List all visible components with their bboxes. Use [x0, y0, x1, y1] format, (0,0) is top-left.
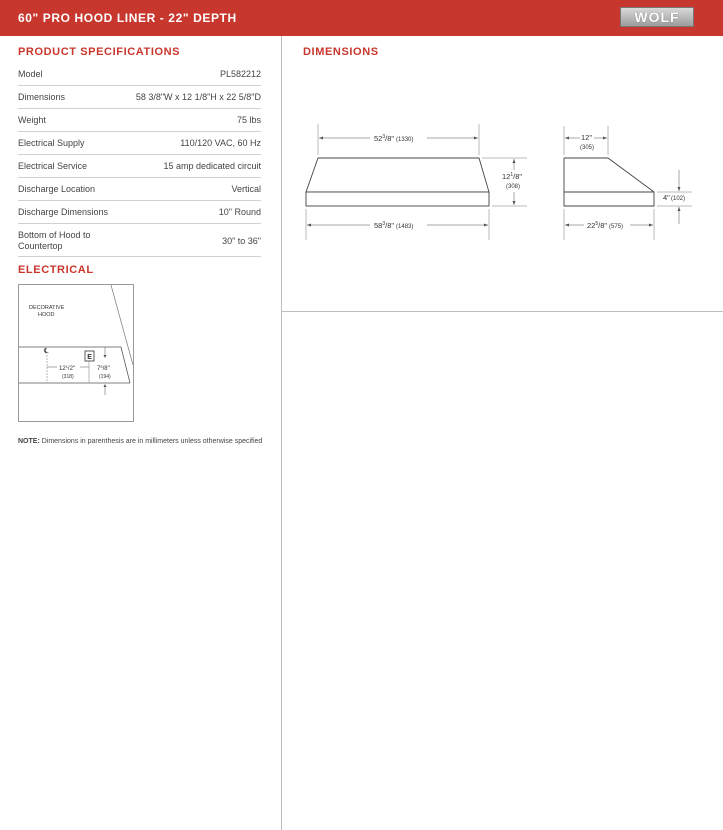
spec-label: Dimensions — [18, 92, 66, 102]
spec-value: 30" to 36" — [222, 236, 261, 246]
spec-label: Discharge Dimensions — [18, 207, 109, 217]
side-height-label: 4" — [663, 193, 670, 202]
spec-row-electrical-service — [18, 155, 261, 178]
spec-row-dimensions — [18, 86, 261, 109]
spec-row-model — [18, 63, 261, 86]
decorative-hood-label-2: HOOD — [38, 312, 55, 318]
spec-label: Bottom of Hood to Countertop — [18, 230, 91, 251]
spec-row-electrical-supply — [18, 132, 261, 155]
front-height-arrow-top — [513, 159, 516, 163]
dimension-drawings — [282, 110, 723, 250]
front-upper-body — [306, 158, 489, 192]
decorative-hood-label: DECORATIVE — [29, 305, 65, 311]
header-bar — [0, 0, 723, 36]
front-height-label: $12^1/8$" — [502, 172, 523, 181]
dim-b-mm: (194) — [99, 374, 111, 380]
front-height-arrow-bottom — [513, 201, 516, 205]
dim-b-arrow-bottom — [104, 384, 107, 387]
front-view — [306, 124, 527, 240]
dim-a-label: $12^1/2$" — [59, 364, 76, 372]
spec-value: PL582212 — [219, 69, 261, 79]
spec-value: 15 amp dedicated circuit — [163, 161, 261, 171]
spec-value: 75 lbs — [236, 115, 261, 125]
spec-row-bottom-to-countertop — [18, 224, 261, 257]
front-height-mm: (308) — [506, 184, 521, 190]
section-divider — [282, 311, 723, 312]
side-height-arrow-top — [678, 187, 681, 191]
spec-value: Vertical — [231, 184, 261, 194]
front-bottom-arrow-left — [307, 224, 311, 227]
front-bottom-arrow-right — [484, 224, 488, 227]
side-top-depth-mm: (305) — [580, 145, 595, 151]
side-height-arrow-bottom — [678, 207, 681, 211]
side-top-depth-label: 12" — [581, 133, 593, 142]
front-top-width-label: $52^3/8$" (1330) — [374, 134, 414, 143]
spec-label: Electrical Supply — [18, 138, 85, 148]
electrical-title: ELECTRICAL — [18, 264, 94, 276]
dim-b-label: $7^5/8$" — [97, 364, 110, 372]
note-text: Dimensions in parenthesis are in millimeters unless otherwise specified — [39, 438, 263, 445]
side-body — [564, 158, 654, 206]
side-top-arrow-right — [603, 137, 607, 140]
dim-b-arrow-top — [104, 355, 107, 358]
note — [18, 437, 263, 446]
front-top-arrow-right — [474, 137, 478, 140]
spec-label: Model — [18, 69, 43, 79]
spec-table — [18, 63, 261, 257]
side-view — [564, 126, 692, 240]
spec-row-weight — [18, 109, 261, 132]
front-bottom-width-label: $58^3/8$" (1483) — [374, 221, 414, 230]
spec-label: Electrical Service — [18, 161, 88, 171]
e-marker: E — [87, 354, 92, 361]
spec-label: Discharge Location — [18, 184, 96, 194]
note-label: NOTE: — [18, 438, 40, 445]
electrical-diagram — [18, 284, 134, 422]
dim-a-mm: (318) — [62, 374, 74, 380]
front-lower-band — [306, 192, 489, 206]
dimensions-title: DIMENSIONS — [303, 46, 379, 58]
hood-edge-line — [111, 285, 133, 365]
electrical-drawing — [19, 285, 133, 421]
side-top-arrow-left — [565, 137, 569, 140]
spec-row-discharge-location — [18, 178, 261, 201]
spec-value: 110/120 VAC, 60 Hz — [180, 138, 261, 148]
front-top-arrow-left — [319, 137, 323, 140]
side-depth-label: $22^5/8$" (575) — [587, 221, 624, 230]
side-height-mm: (102) — [671, 196, 686, 202]
spec-label: Weight — [18, 115, 46, 125]
spec-value: 58 3/8"W x 12 1/8"H x 22 5/8"D — [135, 92, 261, 102]
liner-front-line — [121, 347, 130, 383]
spec-value: 10" Round — [218, 207, 261, 217]
specs-title: PRODUCT SPECIFICATIONS — [18, 46, 181, 58]
centerline-mark: ℄ — [44, 348, 49, 355]
side-bottom-arrow-right — [649, 224, 653, 227]
spec-row-discharge-dimensions — [18, 201, 261, 224]
side-bottom-arrow-left — [565, 224, 569, 227]
page-title: 60" PRO HOOD LINER - 22" DEPTH — [18, 11, 237, 25]
wolf-logo: WOLF — [620, 7, 694, 27]
